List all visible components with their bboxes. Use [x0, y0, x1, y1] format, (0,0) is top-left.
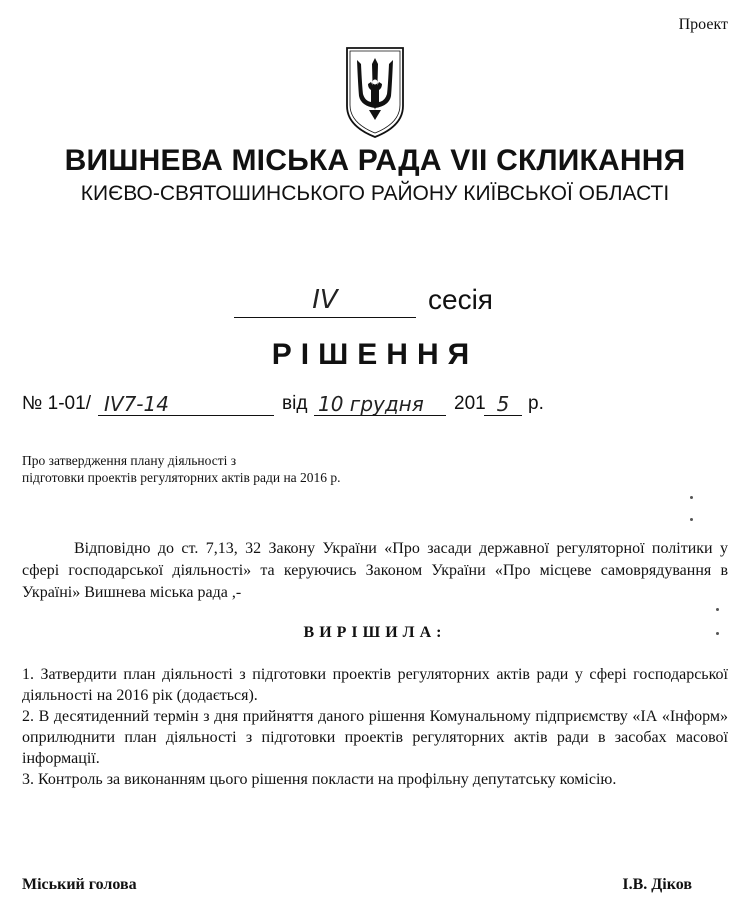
subject-line: підготовки проектів регуляторних актів ради на 2016 р. — [22, 470, 341, 485]
year-suffix: р. — [528, 393, 544, 414]
date-prefix: від — [282, 393, 308, 414]
preamble-paragraph: Відповідно до ст. 7,13, 32 Закону України «Про засади державної регуляторної політики у сфері господарської діяльності» та керуючись Законом України «Про місцеве самоврядування в Україні» Вишнева міська рада ,- — [22, 540, 728, 601]
number-prefix: № 1-01/ — [22, 393, 91, 414]
year-prefix: 201 — [454, 393, 486, 414]
scan-speck — [716, 632, 719, 635]
year-handwritten: 5 — [484, 388, 522, 416]
decision-item: 3. Контроль за виконанням цього рішення покласти на профільну депутатську комісію. — [22, 771, 617, 788]
subject-line: Про затвердження плану діяльності з — [22, 453, 237, 468]
session-label: сесія — [428, 284, 493, 315]
session-line — [234, 282, 534, 322]
draft-label: Проект — [678, 16, 728, 33]
decision-title: РІШЕННЯ — [271, 338, 479, 371]
scan-speck — [690, 496, 693, 499]
decision-items — [22, 664, 728, 790]
decision-item: 1. Затвердити план діяльності з підготовки проектів регуляторних актів ради у сфері господарської діяльності на 2016 рік (додається). — [22, 666, 728, 704]
decision-number-line — [22, 388, 562, 420]
session-number-handwritten: IV — [234, 282, 416, 318]
decision-number-handwritten: IV7-14 — [98, 388, 274, 416]
signatory-name: І.В. Діков — [622, 876, 692, 893]
council-subtitle: КИЄВО-СВЯТОШИНСЬКОГО РАЙОНУ КИЇВСЬКОЇ ОБЛАСТІ — [80, 182, 670, 205]
decision-subject — [22, 452, 341, 486]
signatory-title: Міський голова — [22, 876, 137, 893]
scan-speck — [716, 608, 719, 611]
council-title: ВИШНЕВА МІСЬКА РАДА VII СКЛИКАННЯ — [64, 144, 686, 177]
scan-speck — [690, 518, 693, 521]
date-handwritten: 10 грудня — [314, 388, 446, 416]
decision-item: 2. В десятиденний термін з дня прийняття даного рішення Комунальному підприємству «ІА «Інформ» оприлюднити план діяльності з підготовки проектів регуляторних актів ради в засобах масової інформації. — [22, 708, 728, 767]
resolved-heading: ВИРІШИЛА: — [303, 624, 447, 641]
coat-of-arms-trident-icon — [344, 44, 406, 140]
